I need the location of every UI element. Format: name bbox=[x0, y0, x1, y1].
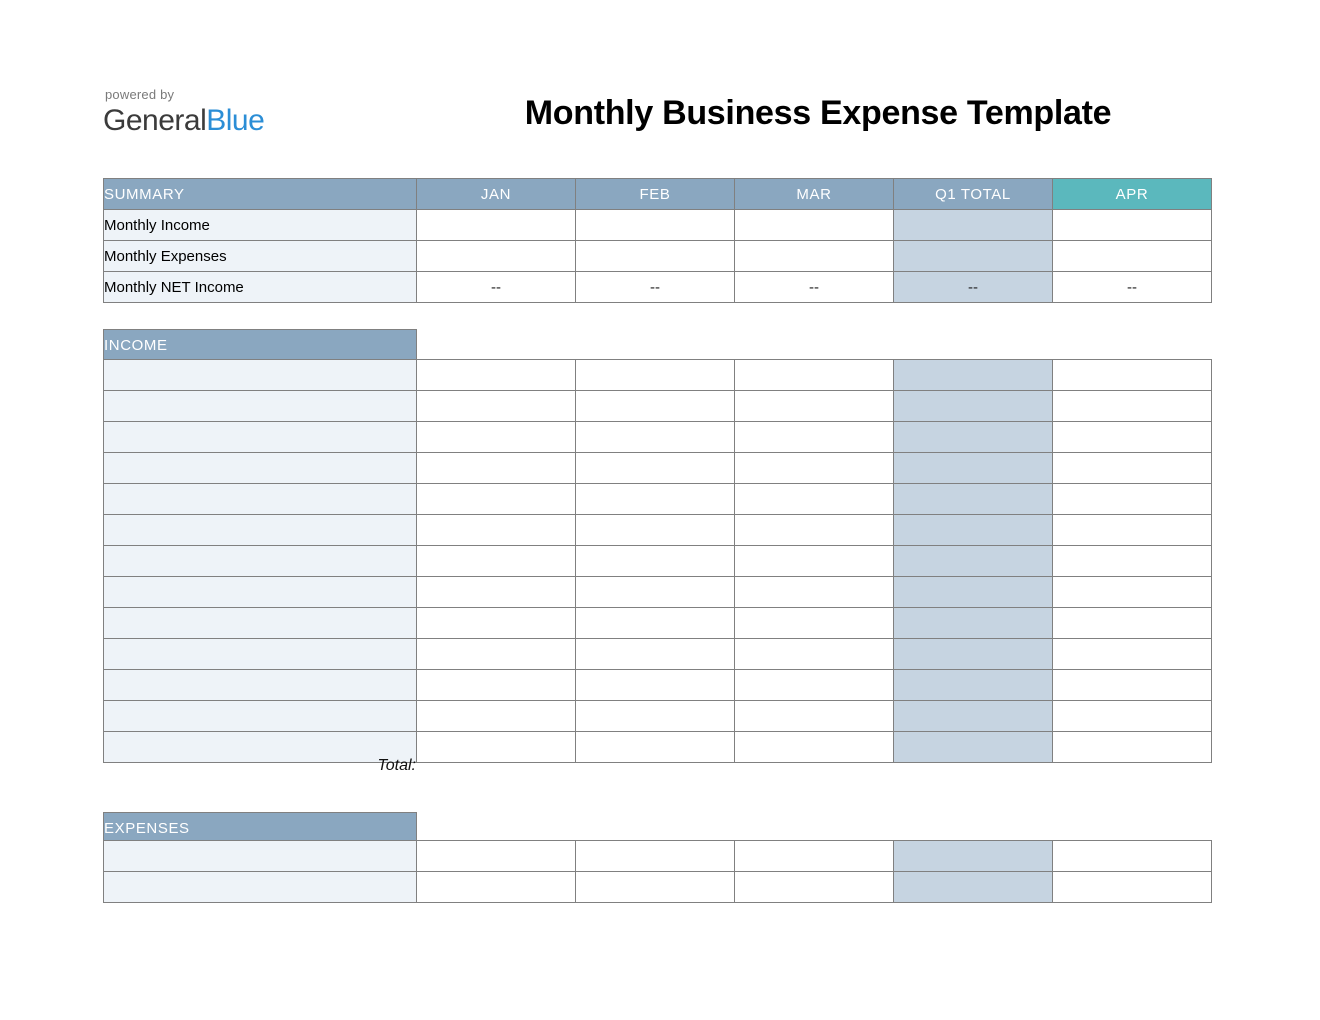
income-cell-jan[interactable] bbox=[417, 484, 576, 515]
income-cell-label[interactable] bbox=[104, 639, 417, 670]
income-cell-feb[interactable] bbox=[576, 515, 735, 546]
income-cell-jan[interactable] bbox=[417, 577, 576, 608]
income-cell-jan[interactable] bbox=[417, 391, 576, 422]
summary-cell-expenses-apr[interactable] bbox=[1053, 241, 1212, 272]
income-cell-mar[interactable] bbox=[735, 701, 894, 732]
income-cell-feb[interactable] bbox=[576, 422, 735, 453]
expenses-cell-q1[interactable] bbox=[894, 872, 1053, 903]
summary-cell-income-q1[interactable] bbox=[894, 210, 1053, 241]
income-cell-feb[interactable] bbox=[576, 701, 735, 732]
income-cell-label[interactable] bbox=[104, 515, 417, 546]
table-row bbox=[104, 841, 1212, 872]
income-cell-apr[interactable] bbox=[1053, 484, 1212, 515]
summary-cell-expenses-q1[interactable] bbox=[894, 241, 1053, 272]
expenses-cell-mar[interactable] bbox=[735, 872, 894, 903]
table-row bbox=[104, 577, 1212, 608]
expenses-cell-feb[interactable] bbox=[576, 872, 735, 903]
income-table bbox=[103, 359, 1212, 763]
brand-name-blue: Blue bbox=[206, 104, 265, 137]
brand-name-general: General bbox=[103, 104, 207, 137]
income-cell-q1[interactable] bbox=[894, 515, 1053, 546]
income-cell-mar[interactable] bbox=[735, 360, 894, 391]
income-cell-feb[interactable] bbox=[576, 360, 735, 391]
income-cell-feb[interactable] bbox=[576, 577, 735, 608]
summary-header-jan: JAN bbox=[417, 179, 576, 210]
income-cell-apr[interactable] bbox=[1053, 546, 1212, 577]
income-cell-q1[interactable] bbox=[894, 484, 1053, 515]
table-row bbox=[104, 701, 1212, 732]
summary-cell-net-mar: -- bbox=[735, 272, 894, 303]
summary-cell-expenses-mar[interactable] bbox=[735, 241, 894, 272]
table-row bbox=[104, 453, 1212, 484]
income-cell-mar[interactable] bbox=[735, 453, 894, 484]
income-cell-apr[interactable] bbox=[1053, 639, 1212, 670]
income-cell-feb[interactable] bbox=[576, 546, 735, 577]
table-row bbox=[104, 639, 1212, 670]
income-cell-jan[interactable] bbox=[417, 608, 576, 639]
income-cell-mar[interactable] bbox=[735, 639, 894, 670]
income-cell-feb[interactable] bbox=[576, 391, 735, 422]
expenses-cell-jan[interactable] bbox=[417, 841, 576, 872]
income-cell-feb[interactable] bbox=[576, 639, 735, 670]
income-cell-apr[interactable] bbox=[1053, 701, 1212, 732]
summary-cell-income-mar[interactable] bbox=[735, 210, 894, 241]
generalblue-logo bbox=[103, 88, 264, 136]
income-cell-label[interactable] bbox=[104, 484, 417, 515]
income-cell-label[interactable] bbox=[104, 391, 417, 422]
income-cell-q1[interactable] bbox=[894, 546, 1053, 577]
income-cell-mar[interactable] bbox=[735, 670, 894, 701]
table-row bbox=[104, 391, 1212, 422]
income-cell-q1[interactable] bbox=[894, 453, 1053, 484]
table-row bbox=[104, 608, 1212, 639]
income-cell-mar[interactable] bbox=[735, 484, 894, 515]
income-cell-label[interactable] bbox=[104, 670, 417, 701]
income-cell-feb[interactable] bbox=[576, 484, 735, 515]
summary-cell-income-feb[interactable] bbox=[576, 210, 735, 241]
income-cell-jan[interactable] bbox=[417, 701, 576, 732]
income-cell-q1[interactable] bbox=[894, 670, 1053, 701]
income-cell-jan[interactable] bbox=[417, 732, 576, 763]
expenses-cell-feb[interactable] bbox=[576, 841, 735, 872]
income-cell-mar[interactable] bbox=[735, 391, 894, 422]
income-cell-label[interactable] bbox=[104, 422, 417, 453]
income-cell-jan[interactable] bbox=[417, 670, 576, 701]
expenses-cell-mar[interactable] bbox=[735, 841, 894, 872]
income-cell-feb[interactable] bbox=[576, 453, 735, 484]
expenses-cell-q1[interactable] bbox=[894, 841, 1053, 872]
summary-header-mar: MAR bbox=[735, 179, 894, 210]
summary-header-feb: FEB bbox=[576, 179, 735, 210]
income-cell-q1[interactable] bbox=[894, 701, 1053, 732]
summary-cell-net-jan: -- bbox=[417, 272, 576, 303]
income-cell-feb[interactable] bbox=[576, 608, 735, 639]
income-cell-label[interactable] bbox=[104, 546, 417, 577]
income-cell-apr[interactable] bbox=[1053, 422, 1212, 453]
expenses-cell-apr[interactable] bbox=[1053, 841, 1212, 872]
table-row bbox=[104, 422, 1212, 453]
income-total-label: Total: bbox=[377, 757, 416, 774]
income-cell-jan[interactable] bbox=[417, 515, 576, 546]
income-cell-label[interactable] bbox=[104, 577, 417, 608]
summary-row-label-net-income: Monthly NET Income bbox=[104, 272, 417, 303]
summary-header-apr: APR bbox=[1053, 179, 1212, 210]
income-cell-apr[interactable] bbox=[1053, 360, 1212, 391]
table-row bbox=[104, 360, 1212, 391]
income-cell-q1[interactable] bbox=[894, 422, 1053, 453]
income-cell-mar[interactable] bbox=[735, 546, 894, 577]
summary-header-q1-total: Q1 TOTAL bbox=[894, 179, 1053, 210]
summary-cell-income-jan[interactable] bbox=[417, 210, 576, 241]
summary-cell-expenses-feb[interactable] bbox=[576, 241, 735, 272]
income-cell-q1[interactable] bbox=[894, 639, 1053, 670]
expenses-cell-label[interactable] bbox=[104, 872, 417, 903]
income-cell-label[interactable] bbox=[104, 701, 417, 732]
income-cell-apr[interactable] bbox=[1053, 391, 1212, 422]
income-cell-feb[interactable] bbox=[576, 732, 735, 763]
income-cell-q1[interactable] bbox=[894, 732, 1053, 763]
income-cell-q1[interactable] bbox=[894, 391, 1053, 422]
summary-cell-expenses-jan[interactable] bbox=[417, 241, 576, 272]
summary-cell-net-feb: -- bbox=[576, 272, 735, 303]
table-row bbox=[104, 210, 1212, 241]
page-title: Monthly Business Expense Template bbox=[524, 94, 1112, 132]
summary-table bbox=[103, 178, 1212, 303]
expenses-cell-apr[interactable] bbox=[1053, 872, 1212, 903]
income-cell-label[interactable] bbox=[104, 608, 417, 639]
expenses-section-label: EXPENSES bbox=[104, 813, 417, 844]
table-row bbox=[104, 272, 1212, 303]
summary-header-row bbox=[104, 179, 1212, 210]
summary-header-summary: SUMMARY bbox=[104, 179, 417, 210]
income-section-header bbox=[103, 329, 417, 361]
income-cell-jan[interactable] bbox=[417, 453, 576, 484]
income-cell-apr[interactable] bbox=[1053, 670, 1212, 701]
table-row bbox=[104, 241, 1212, 272]
summary-row-label-income: Monthly Income bbox=[104, 210, 417, 241]
summary-row-label-expenses: Monthly Expenses bbox=[104, 241, 417, 272]
income-cell-apr[interactable] bbox=[1053, 732, 1212, 763]
summary-cell-net-apr: -- bbox=[1053, 272, 1212, 303]
income-cell-mar[interactable] bbox=[735, 577, 894, 608]
income-cell-label[interactable] bbox=[104, 453, 417, 484]
income-section-label: INCOME bbox=[104, 330, 417, 361]
income-cell-mar[interactable] bbox=[735, 422, 894, 453]
income-cell-mar[interactable] bbox=[735, 732, 894, 763]
summary-cell-income-apr[interactable] bbox=[1053, 210, 1212, 241]
income-cell-q1[interactable] bbox=[894, 360, 1053, 391]
income-header-row bbox=[104, 330, 417, 361]
table-row bbox=[104, 515, 1212, 546]
income-cell-jan[interactable] bbox=[417, 422, 576, 453]
summary-cell-net-q1: -- bbox=[894, 272, 1053, 303]
powered-by-label: powered by bbox=[105, 87, 175, 102]
expenses-header-row bbox=[104, 813, 417, 844]
expenses-cell-jan[interactable] bbox=[417, 872, 576, 903]
income-cell-apr[interactable] bbox=[1053, 608, 1212, 639]
income-cell-mar[interactable] bbox=[735, 608, 894, 639]
income-cell-jan[interactable] bbox=[417, 546, 576, 577]
income-cell-feb[interactable] bbox=[576, 670, 735, 701]
expenses-cell-label[interactable] bbox=[104, 841, 417, 872]
income-cell-apr[interactable] bbox=[1053, 515, 1212, 546]
table-row bbox=[104, 484, 1212, 515]
brand-wordmark bbox=[103, 106, 264, 136]
income-cell-apr[interactable] bbox=[1053, 453, 1212, 484]
document-header bbox=[103, 88, 1215, 150]
expenses-table bbox=[103, 840, 1212, 903]
table-row bbox=[104, 670, 1212, 701]
table-row bbox=[104, 546, 1212, 577]
income-cell-jan[interactable] bbox=[417, 360, 576, 391]
income-cell-q1[interactable] bbox=[894, 577, 1053, 608]
income-cell-label[interactable] bbox=[104, 360, 417, 391]
income-cell-mar[interactable] bbox=[735, 515, 894, 546]
income-cell-jan[interactable] bbox=[417, 639, 576, 670]
income-cell-q1[interactable] bbox=[894, 608, 1053, 639]
table-row bbox=[104, 872, 1212, 903]
income-cell-apr[interactable] bbox=[1053, 577, 1212, 608]
